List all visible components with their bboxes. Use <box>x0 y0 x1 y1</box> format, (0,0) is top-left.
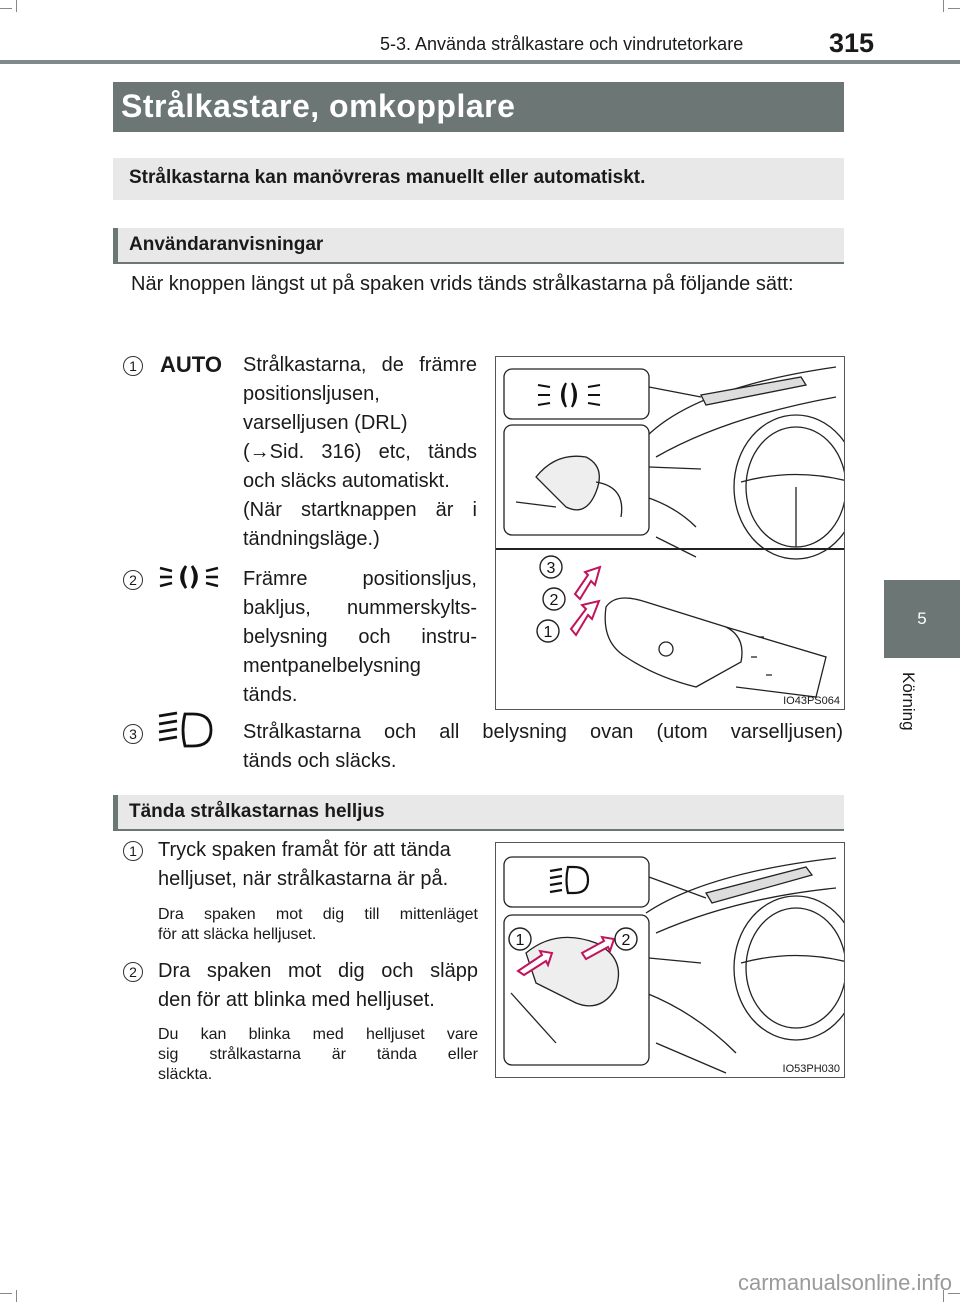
crop-mark <box>943 0 944 12</box>
note-line: sig strålkastarna är tända eller <box>158 1046 478 1063</box>
figure-code: IO43PS064 <box>783 695 840 707</box>
section-intro: När knoppen längst ut på spaken vrids tänds strålkastarna på följande sätt: <box>131 273 794 295</box>
text-line: varselljusen (DRL) <box>243 412 408 434</box>
note-line: för att släcka helljuset. <box>158 926 317 943</box>
item-number: 3 <box>123 724 143 744</box>
item-description <box>158 836 478 894</box>
note-line: Du kan blinka med helljuset vare <box>158 1026 478 1043</box>
page-number: 315 <box>828 28 874 58</box>
text-line: helljuset, när strålkastarna är på. <box>158 868 449 890</box>
text-line: positionsljusen, <box>243 383 380 405</box>
item-description <box>158 957 478 1015</box>
text-line: Strålkastarna och all belysning ovan (utom varselljusen) <box>243 721 843 743</box>
section-heading-text: Tända strålkastarnas helljus <box>129 801 385 822</box>
item-description <box>243 565 477 710</box>
running-title: 5-3. Använda strålkastare och vindrutetorkare <box>380 34 744 54</box>
text-line: Dra spaken mot dig och släpp <box>158 960 478 982</box>
figure-code: IO53PH030 <box>782 1063 840 1075</box>
text-line: tänds. <box>243 684 298 706</box>
auto-symbol: AUTO <box>160 352 222 377</box>
callout-3: 3 <box>546 560 556 577</box>
headlight-icon <box>157 710 213 755</box>
note-line: släckta. <box>158 1066 213 1083</box>
crop-mark <box>16 1290 17 1302</box>
item-number: 1 <box>123 841 143 861</box>
crop-mark <box>0 1293 12 1294</box>
callout-1: 1 <box>515 932 525 949</box>
text-line: (När startknappen är i <box>243 499 477 521</box>
chapter-label: Körning <box>899 672 918 731</box>
item-number: 2 <box>123 962 143 982</box>
text-line: mentpanelbelysning <box>243 655 421 677</box>
text-line: tänds och släcks. <box>243 750 397 772</box>
position-lights-icon <box>158 562 220 597</box>
figure-light-switch <box>495 356 845 710</box>
text-line: och släcks automatiskt. <box>243 470 450 492</box>
crop-mark <box>0 8 12 9</box>
item-note <box>158 905 478 945</box>
chapter-tab: 5 <box>884 580 960 658</box>
text-line: belysning och instru- <box>243 626 477 648</box>
crop-mark <box>948 8 960 9</box>
page-title: Strålkastare, omkopplare <box>121 88 516 124</box>
callout-2: 2 <box>549 592 559 609</box>
figure-high-beam <box>495 842 845 1078</box>
item-description <box>243 351 477 554</box>
text-line: Främre positionsljus, <box>243 568 477 590</box>
callout-1: 1 <box>543 624 553 641</box>
text-line: (→Sid. 316) etc, tänds <box>243 441 477 463</box>
callout-2: 2 <box>621 932 631 949</box>
section-heading-text: Användaranvisningar <box>129 234 324 255</box>
text-line: Strålkastarna, de främre <box>243 354 477 376</box>
section-heading-user-instructions <box>113 228 844 264</box>
note-line: Dra spaken mot dig till mittenläget <box>158 906 478 923</box>
header-rule <box>0 60 960 64</box>
watermark: carmanualsonline.info <box>737 1270 952 1295</box>
title-bar <box>113 82 844 132</box>
item-description <box>243 718 843 776</box>
text-line: Tryck spaken framåt för att tända <box>158 839 451 861</box>
text-line: tändningsläge.) <box>243 528 380 550</box>
text-line: bakljus, nummerskylts- <box>243 597 477 619</box>
item-number: 1 <box>123 356 143 376</box>
item-number: 2 <box>123 570 143 590</box>
item-note <box>158 1025 478 1085</box>
section-heading-high-beam <box>113 795 844 831</box>
lead-text: Strålkastarna kan manövreras manuellt eller automatiskt. <box>129 167 646 188</box>
lead-box <box>113 158 844 200</box>
text-line: den för att blinka med helljuset. <box>158 989 435 1011</box>
crop-mark <box>16 0 17 12</box>
